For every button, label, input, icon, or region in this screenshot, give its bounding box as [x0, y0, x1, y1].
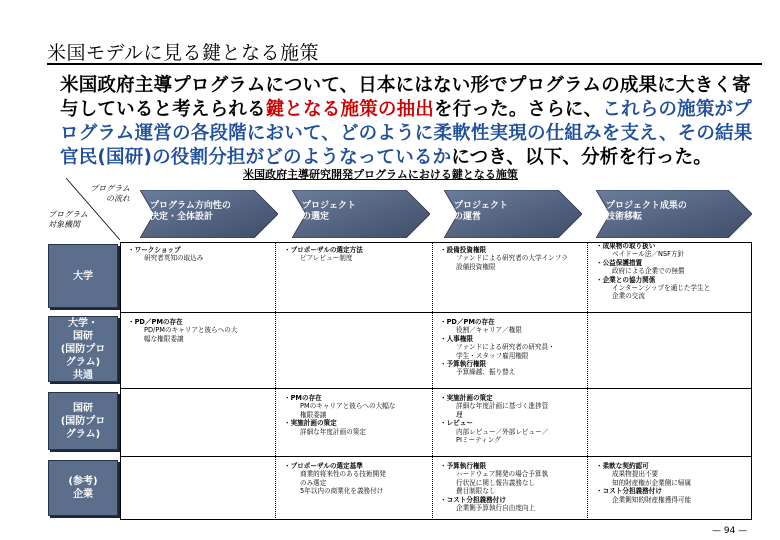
measure-detail: 予算繰越、振り替え — [456, 368, 516, 377]
phase-label: プロジェクト の運営 — [454, 201, 508, 222]
table-cell — [440, 394, 590, 444]
table-cell — [128, 246, 278, 263]
measure-detail: インターンシップを通じた学生と — [612, 284, 711, 293]
measure-detail: 政府による企業での無償 — [612, 267, 685, 276]
row-header: 大学 — [48, 244, 118, 308]
measure-item: ・ コスト分担義務付け — [596, 487, 748, 495]
measure-item: ・ 成果物の取り扱い — [596, 242, 748, 250]
measure-item: ・ PMの存在 — [284, 394, 434, 402]
measure-detail: 詳細な年度計画に基づく進捗管 — [456, 402, 549, 411]
phase-chevron — [596, 190, 752, 238]
phase-chevron — [140, 190, 278, 238]
phase-chevron — [444, 190, 582, 238]
corner-label-flow: プログラム の流れ — [90, 184, 130, 203]
lead-paragraph — [60, 74, 768, 170]
measure-detail: ハードウェア開発の場合予算執 — [456, 470, 549, 479]
measure-detail: ファンドによる研究者の大学インフラ — [456, 254, 568, 263]
measure-detail: 設備投資権限 — [456, 262, 496, 271]
table-corner — [48, 178, 130, 240]
measure-detail: 企業側知的財産権獲得可能 — [612, 495, 692, 504]
measure-item: ・ 設備投資権限 — [440, 246, 590, 254]
table-cell — [596, 242, 748, 301]
measure-item: ・ レビュー — [440, 419, 590, 427]
measure-detail: 幅な権限委譲 — [144, 334, 184, 343]
measure-detail: 研究者英知の取込み — [144, 254, 204, 263]
page-number: — 94 — — [712, 526, 748, 536]
table-cell — [596, 462, 748, 504]
measure-detail: 企業の交流 — [612, 292, 645, 301]
row-divider — [120, 388, 752, 389]
measure-item: ・ ワークショップ — [128, 246, 278, 254]
table-cell — [440, 462, 590, 512]
table-cell — [440, 318, 590, 377]
lead-part-3: につき、以下、分析を行った。 — [451, 147, 713, 168]
measure-item: ・ PD／PMの存在 — [440, 318, 590, 326]
measure-detail: 行状況に関し報告義務なし — [456, 478, 536, 487]
phase-header-row — [140, 190, 752, 238]
lead-part-2: を行った。さらに、 — [434, 99, 603, 120]
measure-item: ・ 企業との協力関係 — [596, 276, 748, 284]
phase-label: プロジェクト の選定 — [302, 201, 356, 222]
measure-detail: 内部レビュー／外部レビュー／ — [456, 427, 549, 436]
measure-item: ・ プロポーザルの選定方法 — [284, 246, 434, 254]
phase-chevron — [292, 190, 430, 238]
measure-item: ・ 実施計画の策定 — [284, 419, 434, 427]
measure-item: ・ 柔軟な契約認可 — [596, 462, 748, 470]
table-row — [48, 458, 752, 520]
measure-detail: PD/PMのキャリアと彼らへの大 — [144, 326, 238, 335]
lead-blue-emphasis: これらの施策がプログラム運営の各段階において、どのように柔軟性実現の仕組みを支え、その結果官民(国研)の役割分担がどのようなっているか — [60, 99, 753, 168]
measure-detail: 5年以内の商業化を義務付け — [300, 487, 384, 496]
table-cell — [284, 394, 434, 436]
measure-detail: 役割／キャリア／権限 — [456, 326, 522, 335]
measure-detail: PIミーティング — [456, 436, 501, 445]
measure-detail: ピアレビュー制度 — [300, 254, 353, 263]
measure-detail: PMのキャリアと彼らへの大幅な — [300, 402, 396, 411]
measure-detail: 企業側予算執行自由度向上 — [456, 504, 536, 513]
measure-item: ・ 予算執行権限 — [440, 360, 590, 368]
measure-item: ・ 公益保護措置 — [596, 259, 748, 267]
row-divider — [120, 312, 752, 313]
row-divider — [120, 456, 752, 457]
table-row — [48, 390, 752, 454]
measure-item: ・ 実施計画の策定 — [440, 394, 590, 402]
measure-detail: 権限委譲 — [300, 410, 327, 419]
measure-detail: のみ選定 — [300, 478, 327, 487]
measure-detail: ファンドによる研究者の研究員・ — [456, 343, 555, 352]
row-header: 大学・ 国研 (国防プロ グラム) 共通 — [48, 316, 118, 382]
measure-detail: 知的財産権が企業側に帰属 — [612, 478, 692, 487]
lead-part-1: 米国政府主導プログラムについて、日本にはない形でプログラムの成果に大きく寄与していると考えられる — [60, 75, 751, 120]
corner-label-target: プログラム 対象機関 — [48, 210, 88, 229]
measure-item: ・ 予算執行権限 — [440, 462, 590, 470]
measure-detail: 商業的将来性のある技術開発 — [300, 470, 386, 479]
measure-detail: 詳細な年度計画の策定 — [300, 427, 366, 436]
measure-detail: 理 — [456, 410, 463, 419]
row-header: (参考) 企業 — [48, 460, 118, 516]
phase-label: プログラム方向性の 決定・全体設計 — [150, 201, 231, 222]
measure-detail: 学生・スタッフ雇用権限 — [456, 351, 529, 360]
table-cell — [284, 462, 434, 496]
page-title: 米国モデルに見る鍵となる施策 — [47, 42, 320, 64]
table-title: 米国政府主導研究開発プログラムにおける鍵となる施策 — [243, 168, 518, 181]
table-row — [48, 242, 752, 312]
measure-item: ・ 人事権限 — [440, 335, 590, 343]
lead-red-emphasis: 鍵となる施策の抽出 — [265, 99, 435, 120]
table-cell — [284, 246, 434, 263]
table-cell — [440, 246, 590, 271]
phase-label: プロジェクト成果の 技術移転 — [606, 201, 687, 222]
measure-detail: ベイドール法／NSF方針 — [612, 250, 685, 259]
title-rule — [47, 63, 762, 65]
measure-item: ・ PD／PMの存在 — [128, 318, 278, 326]
table-row — [48, 314, 752, 386]
row-header: 国研 (国防プロ グラム) — [48, 392, 118, 450]
measure-detail: 費目制限なし — [456, 487, 496, 496]
measure-detail: 成果物提出不要 — [612, 470, 659, 479]
table-cell — [128, 318, 278, 343]
measure-item: ・ コスト分担義務付け — [440, 496, 590, 504]
measure-item: ・ プロポーザルの選定基準 — [284, 462, 434, 470]
